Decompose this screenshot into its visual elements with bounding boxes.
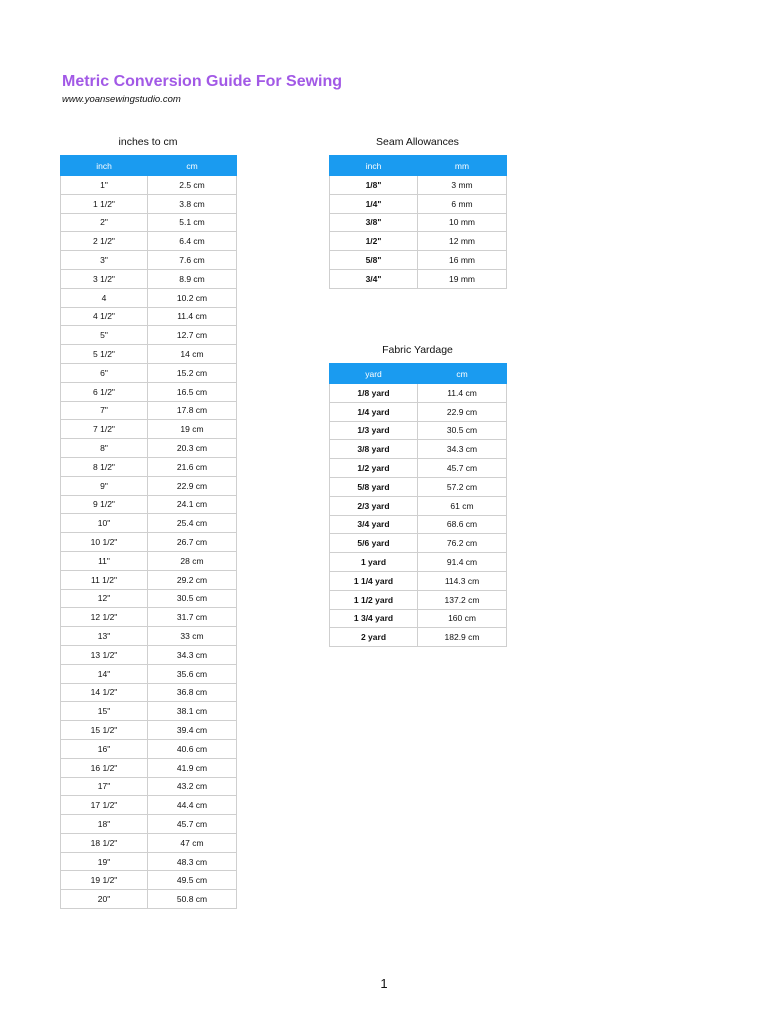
table-cell-from: 10 1/2" bbox=[61, 533, 148, 552]
table-row bbox=[330, 213, 507, 232]
table-cell-to: 30.5 cm bbox=[148, 589, 237, 608]
table-cell-to: 21.6 cm bbox=[148, 457, 237, 476]
table-cell-to: 6.4 cm bbox=[148, 232, 237, 251]
table-row bbox=[330, 402, 507, 421]
table-cell-from: 10" bbox=[61, 514, 148, 533]
table-cell-from: 3/8 yard bbox=[330, 440, 418, 459]
table-cell-to: 25.4 cm bbox=[148, 514, 237, 533]
table-row bbox=[330, 553, 507, 572]
table-row bbox=[61, 721, 237, 740]
table-row bbox=[61, 664, 237, 683]
page-number: 1 bbox=[380, 976, 388, 991]
table-cell-to: 68.6 cm bbox=[418, 515, 507, 534]
table-cell-to: 29.2 cm bbox=[148, 570, 237, 589]
table-cell-from: 20" bbox=[61, 890, 148, 909]
table-cell-to: 44.4 cm bbox=[148, 796, 237, 815]
table-cell-to: 16 mm bbox=[418, 251, 507, 270]
table-cell-from: 7 1/2" bbox=[61, 420, 148, 439]
table-cell-to: 30.5 cm bbox=[418, 421, 507, 440]
table-cell-from: 15" bbox=[61, 702, 148, 721]
table-row bbox=[330, 269, 507, 288]
table-cell-to: 7.6 cm bbox=[148, 251, 237, 270]
table-cell-from: 1/2" bbox=[330, 232, 418, 251]
table-cell-from: 4 bbox=[61, 288, 148, 307]
seam-table-caption: Seam Allowances bbox=[376, 136, 459, 148]
table-row bbox=[330, 384, 507, 403]
table-cell-from: 12 1/2" bbox=[61, 608, 148, 627]
table-cell-to: 19 cm bbox=[148, 420, 237, 439]
table-row bbox=[330, 609, 507, 628]
table-cell-to: 61 cm bbox=[418, 496, 507, 515]
table-row bbox=[61, 815, 237, 834]
table-row bbox=[61, 796, 237, 815]
table-cell-from: 5 1/2" bbox=[61, 345, 148, 364]
table-cell-from: 2" bbox=[61, 213, 148, 232]
table-cell-from: 5" bbox=[61, 326, 148, 345]
table-cell-to: 20.3 cm bbox=[148, 439, 237, 458]
table-cell-from: 8" bbox=[61, 439, 148, 458]
table-cell-from: 3" bbox=[61, 251, 148, 270]
table-cell-to: 35.6 cm bbox=[148, 664, 237, 683]
column-header: mm bbox=[418, 156, 507, 176]
table-cell-from: 17" bbox=[61, 777, 148, 796]
table-cell-to: 41.9 cm bbox=[148, 758, 237, 777]
table-row bbox=[61, 345, 237, 364]
website-url: www.yoansewingstudio.com bbox=[62, 94, 181, 105]
table-row bbox=[61, 326, 237, 345]
table-cell-to: 26.7 cm bbox=[148, 533, 237, 552]
table-row bbox=[61, 288, 237, 307]
table-row bbox=[61, 476, 237, 495]
table-cell-to: 160 cm bbox=[418, 609, 507, 628]
table-cell-from: 2 yard bbox=[330, 628, 418, 647]
table-cell-from: 9" bbox=[61, 476, 148, 495]
table-row bbox=[330, 534, 507, 553]
table-cell-to: 114.3 cm bbox=[418, 571, 507, 590]
table-cell-to: 10 mm bbox=[418, 213, 507, 232]
table-cell-to: 24.1 cm bbox=[148, 495, 237, 514]
table-row bbox=[61, 852, 237, 871]
table-cell-to: 2.5 cm bbox=[148, 176, 237, 195]
table-cell-from: 18 1/2" bbox=[61, 833, 148, 852]
table-row bbox=[330, 251, 507, 270]
table-row bbox=[330, 628, 507, 647]
table-row bbox=[61, 232, 237, 251]
table-cell-to: 38.1 cm bbox=[148, 702, 237, 721]
table-cell-from: 19" bbox=[61, 852, 148, 871]
table-row bbox=[61, 439, 237, 458]
table-cell-from: 19 1/2" bbox=[61, 871, 148, 890]
table-row bbox=[61, 777, 237, 796]
table-cell-to: 11.4 cm bbox=[418, 384, 507, 403]
table-cell-to: 12.7 cm bbox=[148, 326, 237, 345]
table-cell-from: 1 1/2 yard bbox=[330, 590, 418, 609]
table-cell-to: 36.8 cm bbox=[148, 683, 237, 702]
table-cell-from: 1" bbox=[61, 176, 148, 195]
table-cell-to: 10.2 cm bbox=[148, 288, 237, 307]
table-cell-from: 1/4" bbox=[330, 194, 418, 213]
table-cell-to: 5.1 cm bbox=[148, 213, 237, 232]
table-cell-from: 8 1/2" bbox=[61, 457, 148, 476]
table-row bbox=[61, 401, 237, 420]
table-cell-to: 43.2 cm bbox=[148, 777, 237, 796]
table-row bbox=[61, 570, 237, 589]
table-row bbox=[61, 194, 237, 213]
table-row bbox=[330, 232, 507, 251]
table-cell-to: 22.9 cm bbox=[418, 402, 507, 421]
table-row bbox=[61, 457, 237, 476]
table-cell-from: 5/8 yard bbox=[330, 477, 418, 496]
table-cell-to: 34.3 cm bbox=[148, 645, 237, 664]
table-cell-to: 76.2 cm bbox=[418, 534, 507, 553]
table-header-row bbox=[330, 364, 507, 384]
table-row bbox=[61, 382, 237, 401]
table-cell-from: 1/2 yard bbox=[330, 459, 418, 478]
table-cell-from: 5/8" bbox=[330, 251, 418, 270]
column-header: inch bbox=[61, 156, 148, 176]
table-row bbox=[61, 890, 237, 909]
table-row bbox=[61, 608, 237, 627]
table-cell-to: 28 cm bbox=[148, 551, 237, 570]
table-row bbox=[330, 176, 507, 195]
table-row bbox=[330, 477, 507, 496]
table-row bbox=[330, 440, 507, 459]
table-row bbox=[61, 307, 237, 326]
table-cell-to: 31.7 cm bbox=[148, 608, 237, 627]
column-header: cm bbox=[418, 364, 507, 384]
table-row bbox=[61, 589, 237, 608]
table-cell-from: 1/4 yard bbox=[330, 402, 418, 421]
table-cell-from: 3/4" bbox=[330, 269, 418, 288]
table-row bbox=[61, 871, 237, 890]
table-cell-from: 14 1/2" bbox=[61, 683, 148, 702]
table-cell-from: 6 1/2" bbox=[61, 382, 148, 401]
table-cell-to: 57.2 cm bbox=[418, 477, 507, 496]
table-cell-from: 4 1/2" bbox=[61, 307, 148, 326]
table-row bbox=[61, 420, 237, 439]
column-header: cm bbox=[148, 156, 237, 176]
table-cell-from: 13" bbox=[61, 627, 148, 646]
table-row bbox=[61, 645, 237, 664]
table-cell-from: 17 1/2" bbox=[61, 796, 148, 815]
table-row bbox=[330, 421, 507, 440]
table-row bbox=[61, 627, 237, 646]
table-cell-to: 15.2 cm bbox=[148, 363, 237, 382]
yardage-table-caption: Fabric Yardage bbox=[382, 344, 453, 356]
table-row bbox=[61, 251, 237, 270]
seam-allowances-table bbox=[329, 155, 507, 289]
table-cell-from: 2/3 yard bbox=[330, 496, 418, 515]
table-cell-to: 40.6 cm bbox=[148, 739, 237, 758]
table-cell-to: 48.3 cm bbox=[148, 852, 237, 871]
table-cell-to: 17.8 cm bbox=[148, 401, 237, 420]
table-cell-to: 22.9 cm bbox=[148, 476, 237, 495]
table-cell-to: 137.2 cm bbox=[418, 590, 507, 609]
table-cell-to: 16.5 cm bbox=[148, 382, 237, 401]
table-row bbox=[61, 683, 237, 702]
table-cell-from: 1 1/2" bbox=[61, 194, 148, 213]
column-header: inch bbox=[330, 156, 418, 176]
table-cell-to: 49.5 cm bbox=[148, 871, 237, 890]
table-cell-from: 12" bbox=[61, 589, 148, 608]
table-row bbox=[61, 533, 237, 552]
table-cell-to: 6 mm bbox=[418, 194, 507, 213]
table-cell-from: 1 1/4 yard bbox=[330, 571, 418, 590]
table-cell-to: 11.4 cm bbox=[148, 307, 237, 326]
table-row bbox=[330, 571, 507, 590]
table-row bbox=[61, 739, 237, 758]
table-cell-from: 6" bbox=[61, 363, 148, 382]
table-cell-from: 1/8 yard bbox=[330, 384, 418, 403]
table-cell-to: 91.4 cm bbox=[418, 553, 507, 572]
column-header: yard bbox=[330, 364, 418, 384]
fabric-yardage-table bbox=[329, 363, 507, 647]
table-cell-to: 33 cm bbox=[148, 627, 237, 646]
table-cell-from: 5/6 yard bbox=[330, 534, 418, 553]
page-title: Metric Conversion Guide For Sewing bbox=[62, 73, 343, 90]
table-header-row bbox=[330, 156, 507, 176]
table-cell-to: 34.3 cm bbox=[418, 440, 507, 459]
table-cell-from: 13 1/2" bbox=[61, 645, 148, 664]
table-cell-from: 14" bbox=[61, 664, 148, 683]
table-cell-to: 45.7 cm bbox=[418, 459, 507, 478]
table-cell-from: 3/8" bbox=[330, 213, 418, 232]
table-cell-to: 45.7 cm bbox=[148, 815, 237, 834]
table-cell-to: 12 mm bbox=[418, 232, 507, 251]
table-cell-from: 18" bbox=[61, 815, 148, 834]
table-row bbox=[61, 551, 237, 570]
table-row bbox=[61, 213, 237, 232]
table-row bbox=[61, 514, 237, 533]
inches-table-caption: inches to cm bbox=[118, 136, 178, 148]
table-cell-from: 1/3 yard bbox=[330, 421, 418, 440]
table-cell-from: 15 1/2" bbox=[61, 721, 148, 740]
table-cell-from: 9 1/2" bbox=[61, 495, 148, 514]
table-row bbox=[330, 590, 507, 609]
table-header-row bbox=[61, 156, 237, 176]
table-cell-to: 50.8 cm bbox=[148, 890, 237, 909]
table-cell-from: 7" bbox=[61, 401, 148, 420]
table-row bbox=[330, 515, 507, 534]
table-cell-to: 3.8 cm bbox=[148, 194, 237, 213]
table-row bbox=[61, 758, 237, 777]
table-cell-to: 8.9 cm bbox=[148, 269, 237, 288]
table-row bbox=[330, 496, 507, 515]
table-cell-from: 2 1/2" bbox=[61, 232, 148, 251]
table-cell-from: 11 1/2" bbox=[61, 570, 148, 589]
table-cell-from: 3 1/2" bbox=[61, 269, 148, 288]
table-cell-from: 3/4 yard bbox=[330, 515, 418, 534]
table-cell-from: 1 3/4 yard bbox=[330, 609, 418, 628]
table-row bbox=[61, 269, 237, 288]
table-cell-to: 39.4 cm bbox=[148, 721, 237, 740]
table-cell-to: 14 cm bbox=[148, 345, 237, 364]
table-cell-from: 16 1/2" bbox=[61, 758, 148, 777]
table-row bbox=[61, 363, 237, 382]
table-cell-from: 16" bbox=[61, 739, 148, 758]
table-row bbox=[330, 459, 507, 478]
table-row bbox=[61, 702, 237, 721]
table-row bbox=[330, 194, 507, 213]
table-row bbox=[61, 176, 237, 195]
inches-to-cm-table bbox=[60, 155, 237, 909]
table-cell-to: 182.9 cm bbox=[418, 628, 507, 647]
table-row bbox=[61, 833, 237, 852]
table-row bbox=[61, 495, 237, 514]
table-cell-to: 47 cm bbox=[148, 833, 237, 852]
table-cell-from: 1/8" bbox=[330, 176, 418, 195]
table-cell-from: 1 yard bbox=[330, 553, 418, 572]
table-cell-to: 3 mm bbox=[418, 176, 507, 195]
table-cell-to: 19 mm bbox=[418, 269, 507, 288]
table-cell-from: 11" bbox=[61, 551, 148, 570]
